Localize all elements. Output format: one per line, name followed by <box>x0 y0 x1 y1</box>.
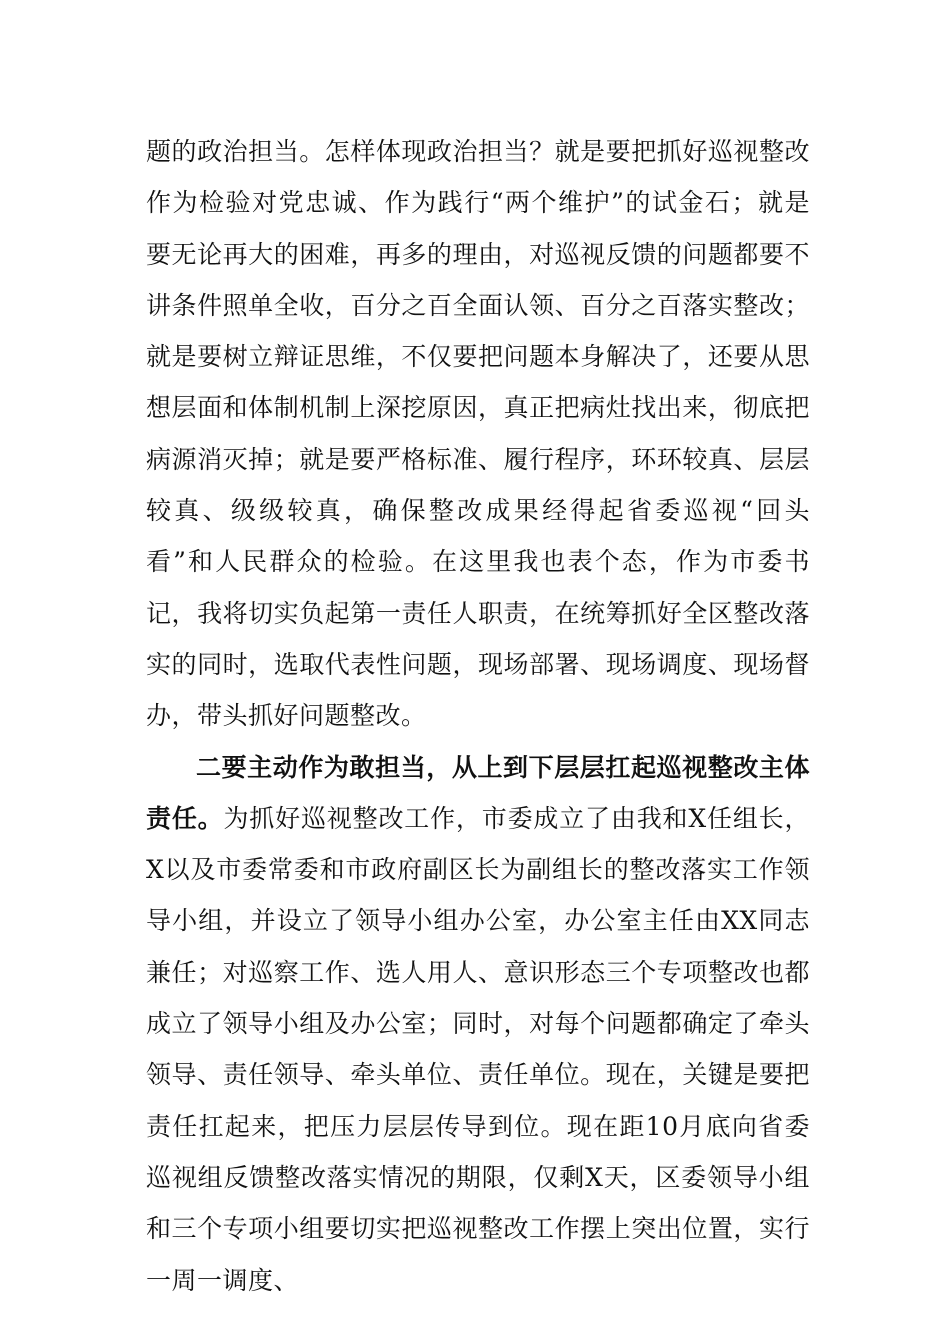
paragraph-text: 题的政治担当。怎样体现政治担当？就是要把抓好巡视整改作为检验对党忠诚、作为践行“两个维护”的试金石；就是要无论再大的困难，再多的理由，对巡视反馈的问题都要不讲条件照单全收，百分之百全面认领、百分之百落实整改；就是要树立辩证思维，不仅要把问题本身解决了，还要从思想层面和体制机制上深挖原因，真正把病灶找出来，彻底把病源消灭掉；就是要严格标准、履行程序，环环较真、层层较真、级级较真，确保整改成果经得起省委巡视“回头看”和人民群众的检验。在这里我也表个态，作为市委书记，我将切实负起第一责任人职责，在统筹抓好全区整改落实的同时，选取代表性问题，现场部署、现场调度、现场督办，带头抓好问题整改。 <box>146 137 810 731</box>
paragraph-section-two <box>146 742 810 1306</box>
paragraph-continuation <box>146 126 810 742</box>
paragraph-heading: 二要主动作为敢担当，从上到下层层扛起巡视整改主体责任。 <box>146 752 810 833</box>
document-body <box>146 126 810 1306</box>
paragraph-text: 为抓好巡视整改工作，市委成立了由我和X任组长，X以及市委常委和市政府副区长为副组长的整改落实工作领导小组，并设立了领导小组办公室，办公室主任由XX同志兼任；对巡察工作、选人用人、意识形态三个专项整改也都成立了领导小组及办公室；同时，对每个问题都确定了牵头领导、责任领导、牵头单位、责任单位。现在，关键是要把责任扛起来，把压力层层传导到位。现在距10月底向省委巡视组反馈整改落实情况的期限，仅剩X天，区委领导小组和三个专项小组要切实把巡视整改工作摆上突出位置，实行一周一调度、 <box>146 803 810 1295</box>
